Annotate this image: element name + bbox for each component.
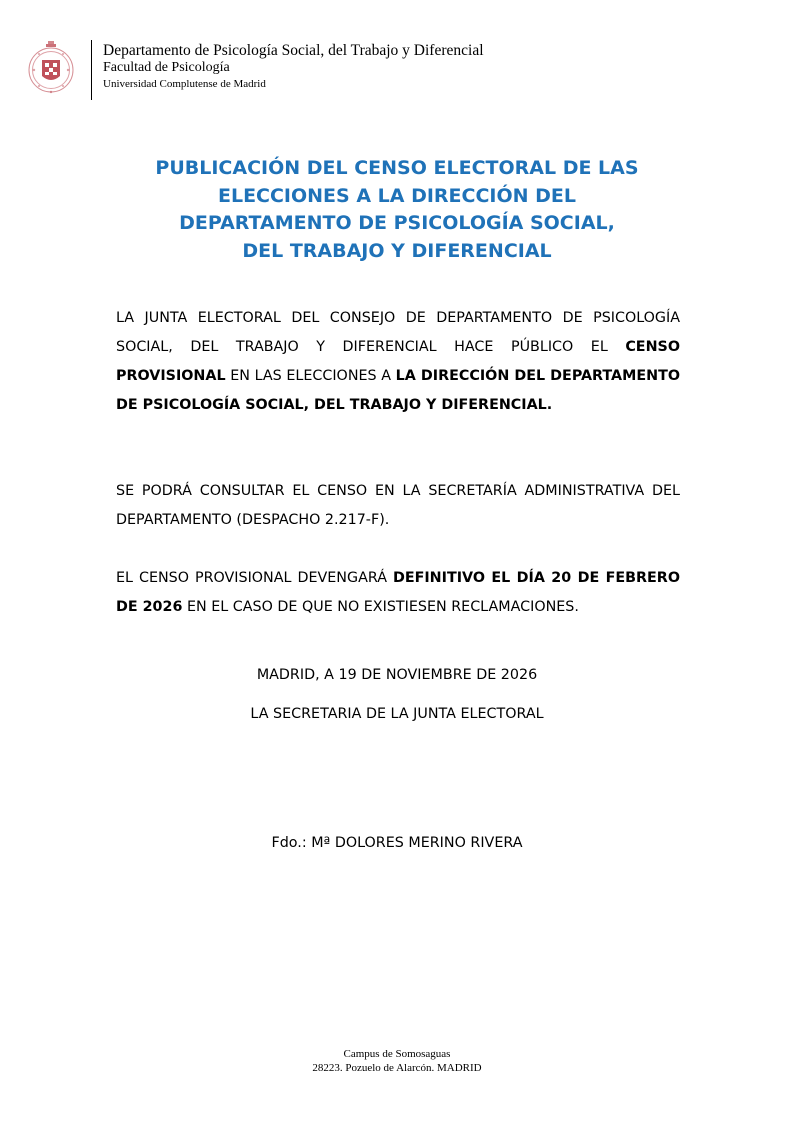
- title-line-1: PUBLICACIÓN DEL CENSO ELECTORAL DE LAS: [155, 157, 639, 179]
- faculty-name: Facultad de Psicología: [103, 60, 230, 75]
- definitive-census-paragraph: [116, 564, 680, 622]
- paragraph3-text-2: EN EL CASO DE QUE NO EXISTIESEN RECLAMACIONES.: [182, 599, 579, 615]
- paragraph3-bold-1: DEFINITIVO EL DÍA 20 DE FEBRERO DE 2026: [116, 570, 680, 615]
- footer-line-2: 28223. Pozuelo de Alarcón. MADRID: [312, 1062, 482, 1074]
- consultation-paragraph: [116, 477, 680, 535]
- footer-line-1: Campus de Somosaguas: [343, 1048, 451, 1060]
- paragraph2-text: SE PODRÁ CONSULTAR EL CENSO EN LA SECRETARÍA ADMINISTRATIVA DEL DEPARTAMENTO (DESPACHO 2.217-F).: [116, 483, 680, 528]
- date-line: MADRID, A 19 DE NOVIEMBRE DE 2026: [256, 667, 538, 683]
- footer-address: [0, 1047, 794, 1075]
- paragraph3-text-1: EL CENSO PROVISIONAL DEVENGARÁ: [116, 570, 393, 586]
- paragraph1-text-1: LA JUNTA ELECTORAL DEL CONSEJO DE DEPARTAMENTO DE PSICOLOGÍA SOCIAL, DEL TRABAJO Y DIFERENCIAL HACE PÚBLICO EL: [116, 310, 680, 355]
- secretary-line: LA SECRETARIA DE LA JUNTA ELECTORAL: [250, 706, 544, 722]
- department-name: Departamento de Psicología Social, del Trabajo y Diferencial: [103, 42, 484, 59]
- paragraph1-text-2: EN LAS ELECCIONES A: [225, 368, 396, 384]
- letterhead-text: [103, 43, 484, 92]
- announcement-paragraph: [116, 304, 680, 420]
- university-name: Universidad Complutense de Madrid: [103, 78, 266, 90]
- paragraph1-bold-1: CENSO PROVISIONAL: [116, 339, 680, 384]
- header-divider: [91, 40, 92, 100]
- title-line-3: DEPARTAMENTO DE PSICOLOGÍA SOCIAL,: [179, 212, 615, 234]
- university-seal-icon: [27, 40, 75, 100]
- title-line-2: ELECCIONES A LA DIRECCIÓN DEL: [217, 184, 577, 207]
- paragraph1-bold-2: LA DIRECCIÓN DEL DEPARTAMENTO DE PSICOLOGÍA SOCIAL, DEL TRABAJO Y DIFERENCIAL.: [116, 368, 680, 413]
- signature-line: Fdo.: Mª DOLORES MERINO RIVERA: [271, 835, 523, 851]
- title-line-4: DEL TRABAJO Y DIFERENCIAL: [242, 239, 552, 262]
- document-title: [120, 155, 674, 265]
